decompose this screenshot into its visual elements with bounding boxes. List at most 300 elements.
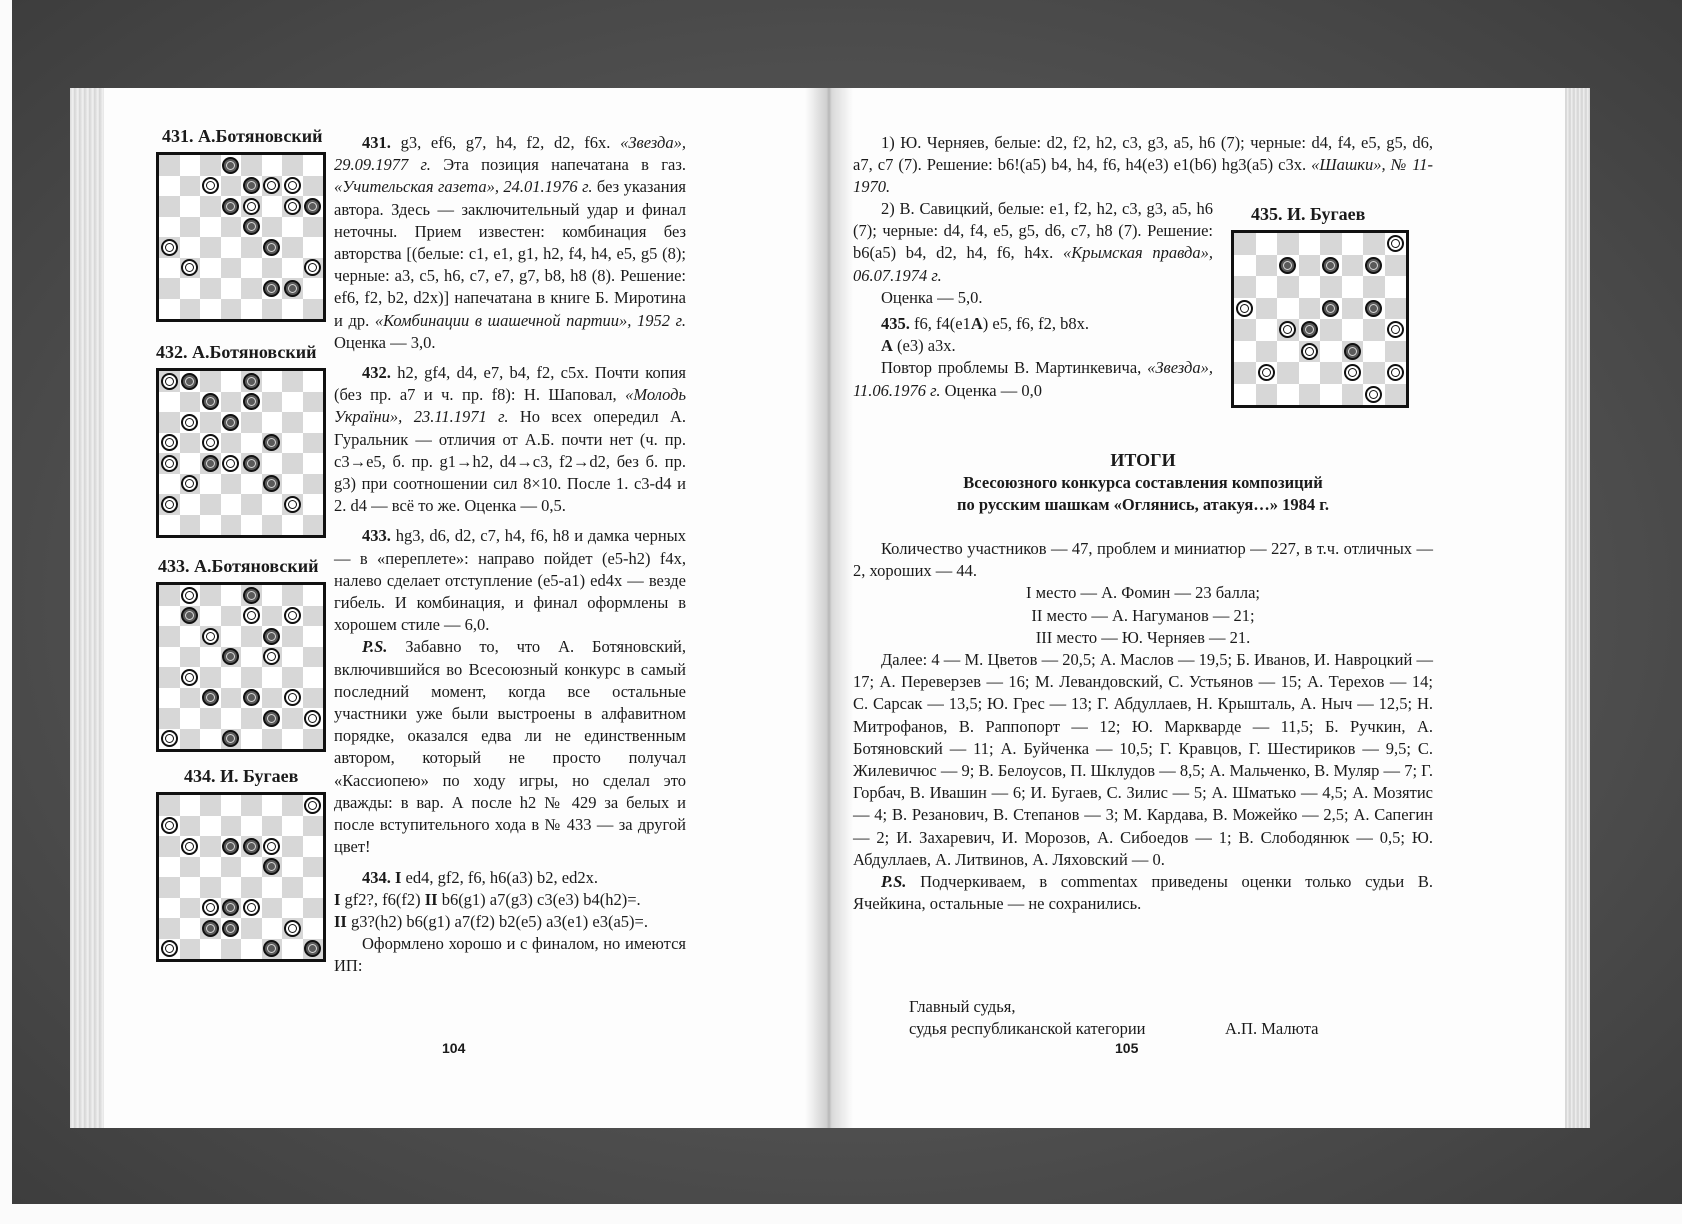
board-square	[159, 606, 180, 627]
black-checker-icon	[181, 607, 198, 624]
checker-ring	[165, 243, 174, 252]
checker-ring	[308, 714, 317, 723]
board-square	[200, 474, 221, 495]
white-checker-icon	[161, 434, 178, 451]
board-square	[200, 237, 221, 258]
board-square	[200, 433, 221, 454]
checker-ring	[1240, 304, 1249, 313]
board-square	[1277, 384, 1299, 406]
board-square	[200, 299, 221, 320]
board-square	[1299, 362, 1321, 384]
board-square	[241, 667, 262, 688]
board-square	[1320, 362, 1342, 384]
diagram-433-board	[156, 582, 326, 752]
board-square	[221, 877, 242, 898]
intro-paragraph-1	[853, 132, 1433, 199]
board-square	[200, 217, 221, 238]
checker-ring	[267, 842, 276, 851]
board-square	[1256, 362, 1278, 384]
board-square	[282, 647, 303, 668]
checker-ring	[226, 903, 235, 912]
board-square	[241, 412, 262, 433]
board-square	[303, 836, 324, 857]
board-square	[180, 877, 201, 898]
white-checker-icon	[263, 838, 280, 855]
board-square	[221, 278, 242, 299]
white-checker-icon	[202, 434, 219, 451]
participants: Количество участников — 47, проблем и миниатюр — 227, в т.ч. отличных — 2, хороших — 44.	[853, 539, 1433, 581]
results-subtitle-1: Всесоюзного конкурса составления композиций	[963, 473, 1323, 492]
comment-ps	[334, 636, 686, 858]
board-square	[1320, 341, 1342, 363]
black-checker-icon	[1322, 300, 1339, 317]
intro-paragraph-2	[853, 198, 1213, 287]
board-square	[282, 626, 303, 647]
comment-434-line-4: Оформлено хорошо и с финалом, но имеются ИП:	[334, 934, 686, 976]
board-square	[1363, 319, 1385, 341]
results-body	[853, 538, 1433, 915]
checker-ring	[267, 862, 276, 871]
white-checker-icon	[304, 797, 321, 814]
place-2: II место — А. Нагуманов — 21;	[1031, 605, 1255, 625]
checker-ring	[267, 714, 276, 723]
comment-434-line-2-text: gf2?, f6(f2)	[340, 889, 425, 909]
checker-ring	[267, 652, 276, 661]
board-square	[241, 688, 262, 709]
board-square	[1277, 255, 1299, 277]
comment-431-text-3: Оценка — 3,0.	[334, 332, 436, 352]
board-square	[262, 433, 283, 454]
place-1: I место — А. Фомин — 23 балла;	[1026, 583, 1260, 603]
board-square	[282, 494, 303, 515]
white-checker-icon	[181, 587, 198, 604]
board-square	[159, 708, 180, 729]
black-checker-icon	[1344, 343, 1361, 360]
white-checker-icon	[181, 259, 198, 276]
white-checker-icon	[1387, 321, 1404, 338]
checker-ring	[308, 801, 317, 810]
board-square	[241, 392, 262, 413]
board-square	[159, 795, 180, 816]
comment-435-repeat-text: Повтор проблемы В. Мартинкевича,	[881, 358, 1148, 378]
board-square	[1385, 341, 1407, 363]
board-square	[282, 217, 303, 238]
comment-431-text-1: Эта позиция напечатана в газ.	[430, 155, 686, 175]
board-square	[200, 155, 221, 176]
board-square	[180, 667, 201, 688]
board-square	[303, 371, 324, 392]
board-square	[200, 667, 221, 688]
board-square	[180, 688, 201, 709]
board-square	[1256, 276, 1278, 298]
board-square	[262, 647, 283, 668]
white-checker-icon	[1236, 300, 1253, 317]
board-square	[200, 729, 221, 750]
diagram-432-board	[156, 368, 326, 538]
comment-434-line-1-text: ed4, gf2, f6, h6(a3) b2, ed2x.	[401, 867, 598, 887]
checker-ring	[288, 693, 297, 702]
checker-ring	[288, 500, 297, 509]
board-square	[159, 857, 180, 878]
board-square	[159, 392, 180, 413]
checker-ring	[1326, 304, 1335, 313]
board-square	[241, 729, 262, 750]
board-square	[1385, 255, 1407, 277]
checker-ring	[267, 632, 276, 641]
board-square	[200, 392, 221, 413]
checker-ring	[206, 397, 215, 406]
white-checker-icon	[1301, 343, 1318, 360]
checker-ring	[1326, 261, 1335, 270]
black-checker-icon	[222, 198, 239, 215]
white-checker-icon	[161, 373, 178, 390]
board-square	[1385, 362, 1407, 384]
checker-ring	[226, 202, 235, 211]
board-square	[282, 816, 303, 837]
board-square	[241, 918, 262, 939]
board-square	[282, 412, 303, 433]
checker-ring	[247, 181, 256, 190]
board-square	[1277, 276, 1299, 298]
diagram-435-board	[1231, 230, 1409, 408]
board-square	[200, 606, 221, 627]
board-square	[1234, 298, 1256, 320]
board-square	[262, 299, 283, 320]
board-square	[1342, 384, 1364, 406]
black-checker-icon	[1322, 257, 1339, 274]
judge-line-2: судья республиканской категории	[909, 1019, 1146, 1039]
board-square	[180, 474, 201, 495]
board-square	[282, 877, 303, 898]
board-square	[241, 278, 262, 299]
black-checker-icon	[263, 628, 280, 645]
board-square	[1342, 341, 1364, 363]
white-checker-icon	[181, 475, 198, 492]
board-square	[180, 392, 201, 413]
board-square	[1277, 319, 1299, 341]
board-square	[262, 392, 283, 413]
board-square	[180, 918, 201, 939]
board-square	[1277, 341, 1299, 363]
board-square	[1363, 384, 1385, 406]
comment-432-number: 432.	[362, 363, 391, 383]
board-square	[200, 647, 221, 668]
board-square	[303, 667, 324, 688]
board-square	[262, 795, 283, 816]
white-checker-icon	[263, 177, 280, 194]
board-square	[1363, 341, 1385, 363]
checker-ring	[165, 500, 174, 509]
comment-432-source: «Молодь України», 23.11.1971 г.	[334, 385, 686, 427]
board-square	[221, 898, 242, 919]
board-square	[200, 688, 221, 709]
board-square	[262, 515, 283, 536]
board-square	[180, 196, 201, 217]
board-square	[1385, 233, 1407, 255]
white-checker-icon	[1258, 364, 1275, 381]
board-square	[1256, 341, 1278, 363]
white-checker-icon	[181, 669, 198, 686]
black-checker-icon	[1279, 257, 1296, 274]
board-square	[262, 237, 283, 258]
checker-ring	[1305, 325, 1314, 334]
board-square	[1234, 384, 1256, 406]
board-square	[180, 795, 201, 816]
board-square	[221, 729, 242, 750]
board-square	[200, 898, 221, 919]
checker-ring	[1283, 261, 1292, 270]
board-square	[1363, 298, 1385, 320]
checker-ring	[185, 377, 194, 386]
comment-435-line-2	[853, 335, 1213, 357]
board-square	[221, 816, 242, 837]
black-checker-icon	[243, 218, 260, 235]
comment-435-line-2-label: A	[881, 336, 893, 356]
board-square	[1320, 255, 1342, 277]
board-square	[221, 688, 242, 709]
comment-433-text: hg3, d6, d2, c7, h4, f6, h8 и дамка черных — в «переплете»: направо пойдет (e5-h2) f4x, налево сделает отступление (e5-a1) ed4x — везде гибель. И комбинация, и финал оформлены в хорошем стиле — 6,0.	[334, 526, 686, 635]
board-square	[200, 816, 221, 837]
white-checker-icon	[1387, 364, 1404, 381]
checker-ring	[1391, 368, 1400, 377]
board-square	[200, 795, 221, 816]
board-square	[1363, 255, 1385, 277]
board-square	[159, 494, 180, 515]
board-square	[303, 494, 324, 515]
board-square	[1363, 233, 1385, 255]
board-square	[1299, 298, 1321, 320]
comment-435-text-b: ) e5, f6, f2, b8x.	[982, 314, 1090, 334]
board-square	[282, 667, 303, 688]
checker-ring	[247, 377, 256, 386]
board-square	[200, 836, 221, 857]
board-square	[221, 453, 242, 474]
further-results: Далее: 4 — М. Цветов — 20,5; А. Маслов — 19,5; Б. Иванов, И. Навроцкий — 17; А. Переверзев — 16; М. Левандовский, С. Устьянов — 15; А. Терехов — 14; С. Сарсак — 13,5; Ю. Грес — 13; Г. Абдуллаев, Н. Крышталь, А. Ныч — 12,5; Н. Митрофанов, В. Раппопорт — 12; Ю. Маркварде — 11,5; Б. Ручкин, А. Ботяновский — 11; А. Буйченка — 10,5; Г. Кравцов, Г. Шестириков — 9,5; С. Жилевичюс — 9; В. Белоусов, П. Шклудов — 8,5; А. Мальченко, В. Муляр — 7; Г. Горбач, В. Ивашин — 6; И. Бугаев, С. Зилис — 5; А. Шматько — 4,5; А. Мозятис — 4; В. Резанович, В. Степанов — 3; М. Кардава, В. Можейко — 2,5; А. Сапегин — 2; И. Захаревич, И. Морозов, А. Сибоедов — 1; В. Слободянюк — 0,5; Ю. Абдуллаев, А. Литвинов, А. Ляховский — 0.	[853, 650, 1433, 869]
checker-ring	[206, 693, 215, 702]
board-square	[159, 667, 180, 688]
white-checker-icon	[304, 259, 321, 276]
diagram-431-board	[156, 152, 326, 322]
black-checker-icon	[263, 434, 280, 451]
board-square	[282, 898, 303, 919]
board-square	[303, 816, 324, 837]
judge-block	[909, 996, 1209, 1040]
comment-431-source-1: «Звезда», 29.09.1977 г.	[334, 133, 686, 175]
book-spine-shadow	[805, 88, 853, 1128]
checker-ring	[247, 842, 256, 851]
board-square	[200, 258, 221, 279]
board-square	[159, 515, 180, 536]
board-square	[282, 795, 303, 816]
board-square	[180, 494, 201, 515]
comment-433-number: 433.	[362, 526, 391, 546]
checker-ring	[247, 459, 256, 468]
black-checker-icon	[1365, 257, 1382, 274]
checker-ring	[267, 944, 276, 953]
board-square	[282, 474, 303, 495]
checker-ring	[1348, 368, 1357, 377]
comment-435-eval: Оценка — 0,0	[940, 380, 1042, 400]
black-checker-icon	[222, 899, 239, 916]
board-square	[262, 412, 283, 433]
board-square	[282, 836, 303, 857]
board-square	[1320, 319, 1342, 341]
board-square	[180, 939, 201, 960]
board-square	[1342, 233, 1364, 255]
black-checker-icon	[243, 838, 260, 855]
black-checker-icon	[243, 177, 260, 194]
board-square	[1320, 233, 1342, 255]
board-square	[241, 515, 262, 536]
board-square	[303, 217, 324, 238]
left-commentary	[334, 132, 686, 978]
white-checker-icon	[284, 496, 301, 513]
comment-435-text-a: f6, f4(e1	[909, 314, 971, 334]
board-square	[282, 708, 303, 729]
board-square	[262, 626, 283, 647]
checker-ring	[288, 611, 297, 620]
board-square	[1385, 319, 1407, 341]
ps-label: P.S.	[362, 637, 388, 657]
place-3: III место — Ю. Черняев — 21.	[1035, 627, 1251, 647]
board-square	[282, 392, 303, 413]
board-square	[303, 392, 324, 413]
black-checker-icon	[263, 239, 280, 256]
checker-ring	[1391, 325, 1400, 334]
white-checker-icon	[243, 899, 260, 916]
board-square	[282, 258, 303, 279]
board-square	[303, 196, 324, 217]
right-ps	[853, 871, 1433, 915]
board-square	[282, 515, 303, 536]
board-square	[221, 836, 242, 857]
checker-ring	[288, 181, 297, 190]
board-square	[241, 795, 262, 816]
board-square	[282, 729, 303, 750]
board-square	[241, 836, 262, 857]
black-checker-icon	[263, 940, 280, 957]
board-square	[221, 708, 242, 729]
board-square	[1320, 276, 1342, 298]
board-square	[303, 155, 324, 176]
board-square	[282, 155, 303, 176]
right-column-text	[853, 198, 1213, 402]
board-square	[262, 857, 283, 878]
black-checker-icon	[222, 730, 239, 747]
board-square	[180, 155, 201, 176]
board-square	[200, 877, 221, 898]
board-square	[159, 176, 180, 197]
checker-ring	[247, 222, 256, 231]
board-square	[262, 918, 283, 939]
board-square	[282, 939, 303, 960]
checker-ring	[247, 611, 256, 620]
white-checker-icon	[161, 940, 178, 957]
board-square	[303, 688, 324, 709]
board-square	[303, 898, 324, 919]
ps-text: Забавно то, что А. Ботяновский, включившийся во Всесоюзный конкурс в самый последний момент, когда все остальные участники уже были выстроены в алфавитном порядке, оказался едва ли не единственным автором, который не просто получал «Кассиопею» по ходу игры, но сделал это дважды: в вар. А после h2 № 429 за белых и после вступительного хода в № 433 — за другой цвет!	[334, 637, 686, 857]
board-square	[241, 433, 262, 454]
checker-ring	[247, 397, 256, 406]
board-square	[241, 898, 262, 919]
board-square	[262, 708, 283, 729]
board-square	[241, 258, 262, 279]
intro-3: Оценка — 5,0.	[881, 287, 983, 307]
checker-ring	[165, 377, 174, 386]
board-square	[200, 626, 221, 647]
white-checker-icon	[222, 455, 239, 472]
board-square	[221, 515, 242, 536]
board-square	[200, 278, 221, 299]
board-square	[282, 453, 303, 474]
white-checker-icon	[284, 920, 301, 937]
black-checker-icon	[263, 475, 280, 492]
black-checker-icon	[243, 587, 260, 604]
checker-ring	[206, 632, 215, 641]
board-square	[1256, 233, 1278, 255]
white-checker-icon	[202, 628, 219, 645]
results-title: ИТОГИ	[1110, 450, 1176, 470]
black-checker-icon	[263, 858, 280, 875]
board-square	[221, 412, 242, 433]
board-square	[1234, 319, 1256, 341]
diagram-432-title: 432. А.Ботяновский	[156, 342, 317, 362]
board-square	[241, 217, 262, 238]
board-square	[221, 176, 242, 197]
board-square	[262, 836, 283, 857]
board-square	[262, 494, 283, 515]
board-square	[159, 258, 180, 279]
board-square	[282, 606, 303, 627]
board-square	[262, 939, 283, 960]
board-square	[303, 258, 324, 279]
board-square	[221, 494, 242, 515]
board-square	[282, 196, 303, 217]
comment-434-line-3	[334, 911, 686, 933]
comment-434-line-3-label: II	[334, 911, 347, 931]
board-square	[303, 453, 324, 474]
white-checker-icon	[161, 730, 178, 747]
white-checker-icon	[161, 817, 178, 834]
comment-435-line-2-text: (e3) a3x.	[892, 336, 956, 356]
board-square	[159, 626, 180, 647]
board-square	[221, 795, 242, 816]
board-square	[282, 918, 303, 939]
board-square	[159, 453, 180, 474]
white-checker-icon	[202, 899, 219, 916]
board-square	[221, 237, 242, 258]
board-square	[1234, 255, 1256, 277]
board-square	[1256, 255, 1278, 277]
board-square	[1342, 362, 1364, 384]
board-square	[221, 392, 242, 413]
board-square	[221, 196, 242, 217]
comment-432	[334, 362, 686, 517]
checker-ring	[165, 944, 174, 953]
board-square	[1277, 362, 1299, 384]
board-square	[200, 939, 221, 960]
checker-ring	[206, 438, 215, 447]
board-square	[262, 667, 283, 688]
board-square	[159, 196, 180, 217]
board-square	[303, 857, 324, 878]
board-square	[262, 258, 283, 279]
board-square	[159, 217, 180, 238]
board-square	[180, 626, 201, 647]
checker-ring	[226, 734, 235, 743]
board-square	[180, 412, 201, 433]
board-square	[282, 278, 303, 299]
